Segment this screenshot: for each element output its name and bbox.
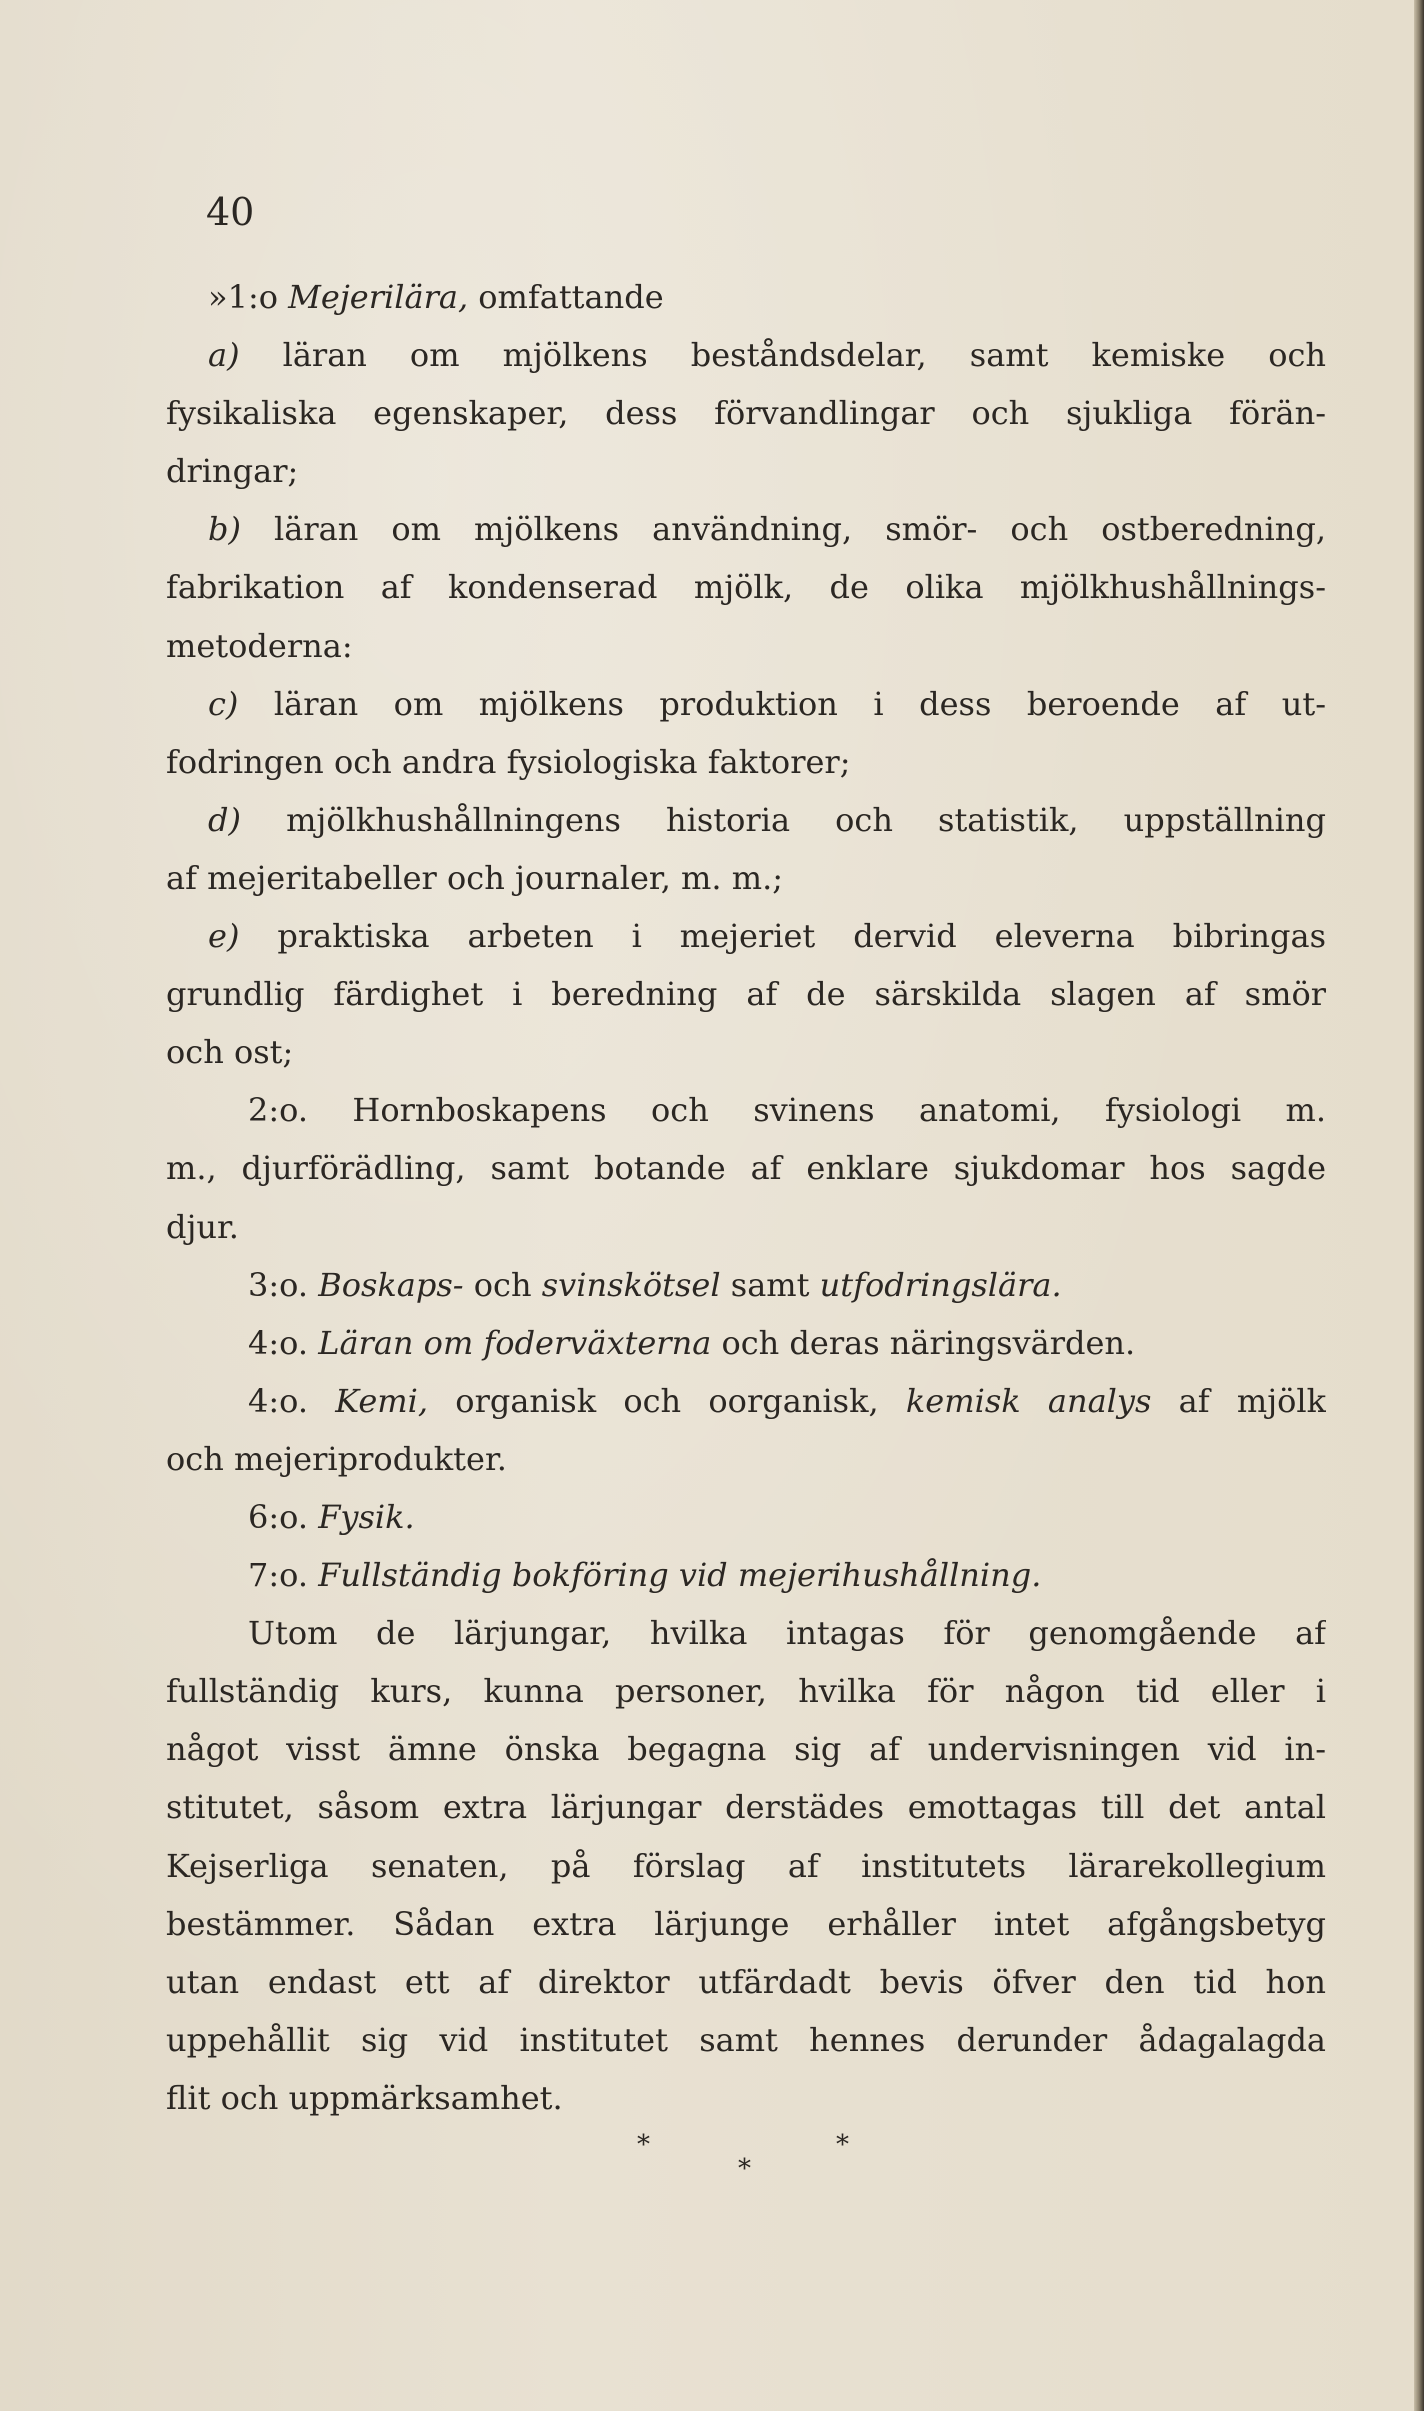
text-line [166, 1023, 1326, 1081]
text-run: praktiska arbeten i mejeriet dervid eleverna bibringas [239, 917, 1326, 956]
text-run: fullständig kurs, kunna personer, hvilka för någon tid eller i [166, 1672, 1326, 1711]
body-text [166, 268, 1326, 2127]
text-run: fabrikation af kondenserad mjölk, de olika mjölkhushållnings- [166, 568, 1326, 607]
asterisk-ornament-3: * [836, 2130, 849, 2160]
italic-text: Mejerilära, [288, 278, 469, 316]
text-run: läran om mjölkens produktion i dess beroende af ut- [238, 684, 1326, 723]
text-run: uppehållit sig vid institutet samt hennes derunder ådagalagda [166, 2020, 1326, 2059]
text-line [166, 907, 1326, 965]
text-run: stitutet, såsom extra lärjungar derstädes emottagas till det antal [166, 1788, 1326, 1827]
text-run: 6:o. [248, 1497, 319, 1536]
text-line [166, 1314, 1326, 1372]
text-run: 7:o. [248, 1556, 319, 1595]
text-run: m., djurförädling, samt botande af enklare sjukdomar hos sagde [166, 1149, 1326, 1188]
text-run: fysikaliska egenskaper, dess förvandlingar och sjukliga förän- [166, 394, 1326, 433]
text-line [166, 1256, 1326, 1314]
text-run: Kejserliga senaten, på förslag af institutets lärarekollegium [166, 1846, 1326, 1885]
text-line [166, 675, 1326, 733]
text-line [166, 500, 1326, 558]
text-line [166, 268, 1326, 326]
text-run: bestämmer. Sådan extra lärjunge erhåller intet afgångsbetyg [166, 1904, 1326, 1943]
text-line [166, 2069, 1326, 2127]
italic-text: a) [208, 336, 240, 375]
text-line [166, 1198, 1326, 1256]
italic-text: c) [208, 684, 239, 723]
text-line [166, 617, 1326, 675]
italic-text: Läran om foderväxterna [318, 1323, 712, 1362]
italic-text: Kemi, [335, 1381, 429, 1420]
text-line [166, 1720, 1326, 1778]
text-line [166, 1837, 1326, 1895]
text-run: Utom de lärjungar, hvilka intagas för genomgående af [248, 1614, 1326, 1653]
text-line [166, 1139, 1326, 1197]
text-run: utan endast ett af direktor utfärdadt bevis öfver den tid hon [166, 1962, 1326, 2001]
italic-text: d) [208, 800, 241, 839]
text-run: mjölkhushållningens historia och statistik, uppställning [240, 800, 1326, 839]
text-run: läran om mjölkens beståndsdelar, samt kemiske och [239, 336, 1326, 375]
text-line [166, 1895, 1326, 1953]
text-run: och ost; [166, 1033, 294, 1072]
text-run: 4:o. [248, 1323, 319, 1362]
text-line [166, 1430, 1326, 1488]
page-edge-shadow [1414, 0, 1424, 2411]
italic-text: svinskötsel [541, 1265, 721, 1304]
text-line [166, 558, 1326, 616]
section-divider-asterisks [0, 2130, 1424, 2190]
italic-text: e) [208, 917, 240, 956]
text-run: samt [720, 1265, 820, 1304]
text-line [166, 733, 1326, 791]
text-run: 4:o. [248, 1381, 336, 1420]
text-run: fodringen och andra fysiologiska faktorer; [166, 742, 851, 781]
italic-text: Boskaps- [318, 1265, 464, 1304]
text-line [166, 1546, 1326, 1604]
text-run: af mejeritabeller och journaler, m. m.; [166, 858, 784, 897]
text-run: organisk och oorganisk, [428, 1381, 906, 1420]
text-run: 2:o. Hornboskapens och svinens anatomi, fysiologi m. [248, 1091, 1326, 1130]
text-run: omfattande [468, 278, 664, 316]
text-line [166, 849, 1326, 907]
page-number: 40 [206, 190, 255, 234]
text-line [166, 1488, 1326, 1546]
asterisk-ornament-2: * [738, 2154, 751, 2184]
italic-text: kemisk analys [905, 1381, 1152, 1420]
italic-text: b) [208, 510, 241, 549]
text-line [166, 1372, 1326, 1430]
text-run: något visst ämne önska begagna sig af undervisningen vid in- [166, 1730, 1326, 1769]
italic-text: Fullständig bokföring vid mejerihushållning. [318, 1556, 1042, 1595]
text-run: »1:o [208, 278, 289, 316]
text-run: och [463, 1265, 542, 1304]
asterisk-ornament-1: * [637, 2130, 650, 2160]
text-run: metoderna: [166, 626, 353, 665]
text-run: af mjölk [1151, 1381, 1326, 1420]
text-run: och mejeriprodukter. [166, 1439, 507, 1478]
text-line [166, 791, 1326, 849]
text-run: 3:o. [248, 1265, 319, 1304]
text-run: läran om mjölkens användning, smör- och ostberedning, [240, 510, 1326, 549]
text-line [166, 2011, 1326, 2069]
text-run: djur. [166, 1207, 239, 1246]
text-line [166, 1778, 1326, 1836]
text-line [166, 1604, 1326, 1662]
text-line [166, 1081, 1326, 1139]
italic-text: Fysik. [318, 1497, 415, 1536]
text-run: grundlig färdighet i beredning af de särskilda slagen af smör [166, 975, 1326, 1014]
text-run: dringar; [166, 452, 299, 491]
text-line [166, 326, 1326, 384]
text-run: och deras näringsvärden. [711, 1323, 1136, 1362]
italic-text: utfodringslära. [819, 1265, 1062, 1304]
text-line [166, 442, 1326, 500]
text-line [166, 1953, 1326, 2011]
text-line [166, 1662, 1326, 1720]
text-run: flit och uppmärksamhet. [166, 2078, 563, 2117]
text-line [166, 965, 1326, 1023]
text-line [166, 384, 1326, 442]
